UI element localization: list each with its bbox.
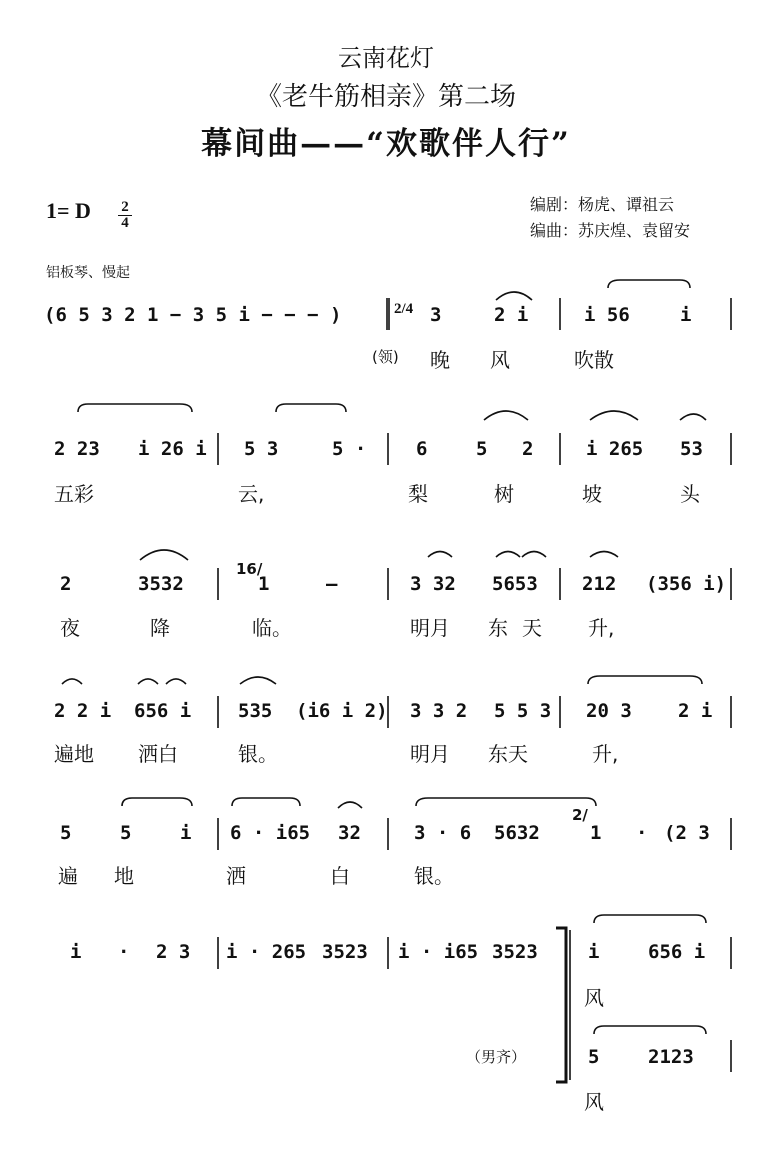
opera-title: 《老牛筋相亲》第二场 [255,82,516,112]
lyric: 梨 [408,482,428,506]
part-label: （男齐） [466,1048,527,1066]
key-signature: 1= D [46,198,91,223]
note-group: 5 [588,1046,600,1068]
lyric: 白 [330,864,350,888]
lyric: 晚 [430,348,450,372]
note-group: 5 3 [244,438,279,460]
note-group: i 56 [584,304,630,326]
note-group: 2 [60,573,72,595]
lyric: 夜 [60,616,80,640]
note-group: i [680,304,692,326]
grace-note: 16/ [236,560,263,578]
note-group: 2 2 i [54,700,112,722]
intro-phrase: (6 5 3 2 1 − 3 5 i − − − ) [44,304,342,326]
lyric: 东天 [488,742,528,766]
lyric: 五彩 [54,482,94,506]
note-group: 212 [582,573,617,595]
note-group: 2 23 [54,438,100,460]
time-change: 2/4 [394,301,414,317]
note-group: 2123 [648,1046,694,1068]
note-group: 5 · [332,438,367,460]
note-group: 5653 [492,573,538,595]
note-group: 20 3 [586,700,632,722]
grace-note: 2/ [572,806,588,824]
lyric-role: (领) [372,348,399,366]
note-group: 3 3 2 [410,700,468,722]
writer-credit: 编剧：杨虎、谭祖云 [530,195,675,214]
lyric: 升, [592,742,619,766]
genre-title: 云南花灯 [338,44,434,72]
lyric: 洒白 [138,742,178,766]
note-group: 656 i [648,941,706,963]
composer-credit: 编曲：苏庆煌、袁留安 [530,221,691,240]
lyric: 银。 [414,864,454,888]
note-group: (i6 i 2) [296,700,388,722]
lyric: 明月 [410,742,450,766]
note-group: · [118,941,130,963]
piece-title: 幕间曲——“欢歌伴人行” [201,126,571,162]
note-group: 2 i [678,700,713,722]
note-group: 3 · 6 [414,822,472,844]
note-group: i 26 i [138,438,207,460]
lyric: 临。 [252,616,292,640]
lyric: 洒 [226,864,246,888]
time-signature: 2 4 [118,200,132,230]
lyric: 降 [150,616,170,640]
note-group: 3 [430,304,442,326]
note-group: 53 [680,438,703,460]
note-group: · [636,822,648,844]
lyric: 云, [238,482,265,506]
note-group: 3523 [492,941,538,963]
note-group: 5 [476,438,488,460]
note-group: 3523 [322,941,368,963]
note-group: 5 [120,822,132,844]
note-group: 32 [338,822,361,844]
note-group: 6 [416,438,428,460]
note-group: (356 i) [646,573,727,595]
note-group: 6 · i65 [230,822,311,844]
note-group: 1 [258,573,270,595]
note-group: (2 3 [664,822,710,844]
note-group: i · 265 [226,941,307,963]
lyric: 地 [114,864,134,888]
note-group: 5 [60,822,72,844]
lyric: 树 [494,482,514,506]
lyric: 天 [522,616,542,640]
note-group: i 265 [586,438,644,460]
note-group: 2 3 [156,941,191,963]
lyric: 银。 [238,742,278,766]
note-group: i · i65 [398,941,479,963]
lyric: 明月 [410,616,450,640]
note-group: 2 i [494,304,529,326]
note-group: 1 [590,822,602,844]
note-group: 5632 [494,822,540,844]
note-group: 5 5 3 [494,700,552,722]
note-group: 535 [238,700,273,722]
lyric: 东 [488,616,508,640]
note-group: — [326,573,338,595]
lyric: 风 [490,348,510,372]
lyric: 吹散 [574,348,614,372]
note-group: 3532 [138,573,184,595]
lyric: 遍 [58,864,78,888]
lyric: 坡 [582,482,602,506]
performance-instruction: 铝板琴、慢起 [46,265,130,281]
note-group: i [588,941,600,963]
note-group: 656 i [134,700,192,722]
lyric: 遍地 [54,742,94,766]
note-group: 2 [522,438,534,460]
note-group: 3 32 [410,573,456,595]
note-group: i [180,822,192,844]
note-group: i [70,941,82,963]
lyric: 风 [584,1090,604,1114]
lyric: 风 [584,986,604,1010]
lyric: 头 [680,482,700,506]
lyric: 升, [588,616,615,640]
